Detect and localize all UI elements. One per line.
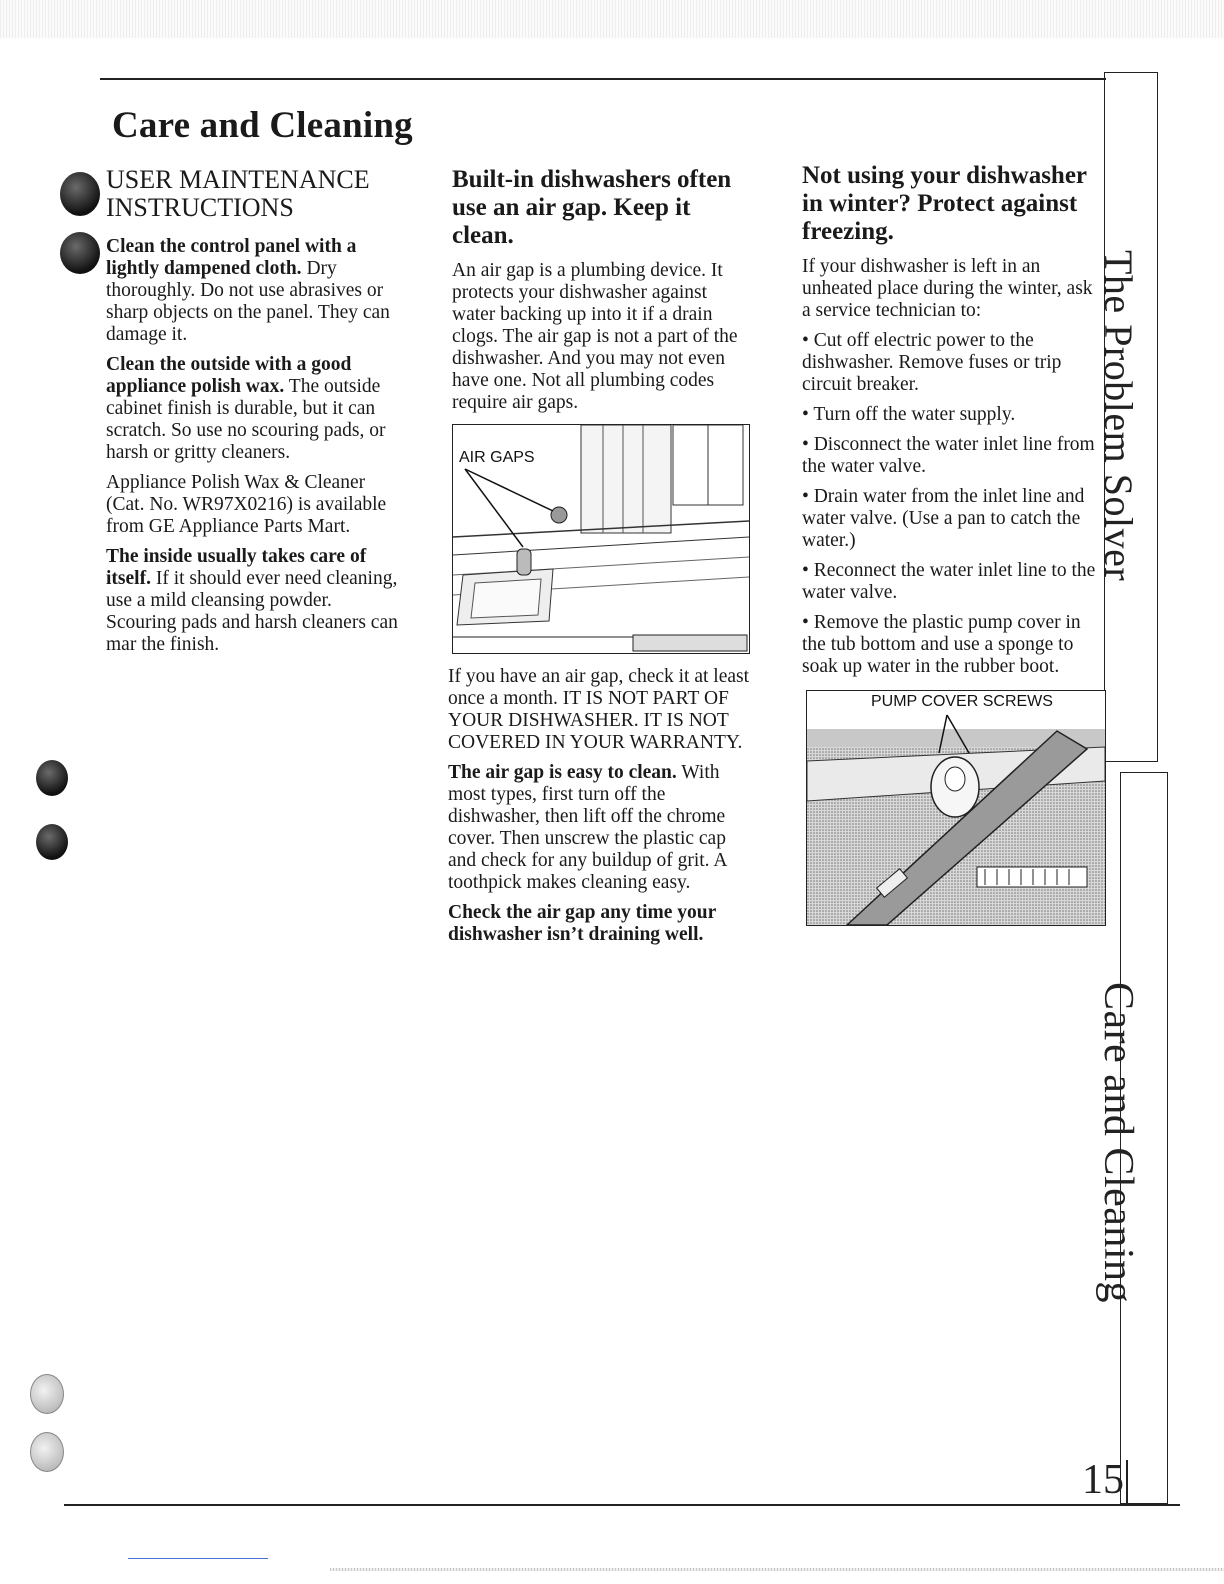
polish-wax-paragraph: Appliance Polish Wax & Cleaner (Cat. No. WR97X0216) is available from GE Appliance Parts Mart.	[106, 472, 387, 537]
air-gap-clean-paragraph	[448, 762, 752, 894]
pump-cover-drawing	[807, 691, 1105, 925]
column-user-maintenance	[106, 166, 406, 664]
outside-lead: Clean the outside with a good appliance polish wax.	[106, 354, 352, 397]
page-number: 15	[1082, 1457, 1124, 1503]
winter-intro: If your dishwasher is left in an unheated place during the winter, ask a service technician to:	[802, 256, 1093, 321]
winter-step-1: • Cut off electric power to the dishwasher. Remove fuses or trip circuit breaker.	[802, 330, 1062, 395]
paragraph-bullet	[60, 232, 100, 274]
air-gap-check-lead: Check the air gap any time your dishwasher isn’t draining well.	[448, 902, 716, 945]
bottom-rule	[64, 1504, 1180, 1506]
outside-text: The outside cabinet finish is durable, but it can scratch. So use no scouring pads, or harsh or gritty cleaners.	[106, 376, 386, 463]
bottom-link-line	[128, 1558, 268, 1559]
tab-label-care-cleaning: Care and Cleaning	[1095, 982, 1141, 1304]
air-gap-check-paragraph	[448, 902, 752, 946]
tab-label-problem-solver: The Problem Solver	[1096, 250, 1141, 582]
margin-hole-3	[30, 1374, 64, 1414]
margin-hole-2	[36, 824, 68, 860]
inside-paragraph	[106, 546, 406, 656]
column-winter	[802, 162, 1098, 686]
inside-text: If it should ever need cleaning, use a mild cleansing powder. Scouring pads and harsh cleaners can mar the finish.	[106, 568, 398, 655]
winter-step-6: • Remove the plastic pump cover in the tub bottom and use a sponge to soak up water in the rubber boot.	[802, 612, 1081, 677]
tab-divider	[1126, 1460, 1128, 1504]
margin-hole-1	[36, 760, 68, 796]
pump-cover-screws-label: PUMP COVER SCREWS	[871, 693, 1053, 710]
page-title: Care and Cleaning	[112, 105, 413, 146]
column-air-gap-continued	[448, 666, 752, 954]
heading-bullet	[60, 172, 100, 216]
winter-step-4: • Drain water from the inlet line and water valve. (Use a pan to catch the water.)	[802, 486, 1085, 551]
outside-paragraph	[106, 354, 406, 464]
scan-noise-bottom	[330, 1568, 1224, 1571]
air-gap-heading: Built-in dishwashers often use an air gap. Keep it clean.	[452, 166, 732, 249]
margin-hole-4	[30, 1432, 64, 1472]
air-gap-illustration	[452, 424, 750, 654]
winter-step-5: • Reconnect the water inlet line to the water valve.	[802, 560, 1096, 603]
air-gap-warning: If you have an air gap, check it at least once a month. IT IS NOT PART OF YOUR DISHWASHER. IT IS NOT COVERED IN YOUR WARRANTY.	[448, 666, 750, 753]
scan-noise-top	[0, 0, 1224, 38]
winter-step-3: • Disconnect the water inlet line from the water valve.	[802, 434, 1095, 477]
air-gap-clean-lead: The air gap is easy to clean.	[448, 762, 677, 783]
inside-lead: The inside usually takes care of itself.	[106, 546, 367, 589]
control-panel-paragraph	[106, 236, 406, 346]
air-gaps-label: AIR GAPS	[459, 449, 535, 466]
air-gap-intro: An air gap is a plumbing device. It protects your dishwasher against water backing up into it if a drain clogs. The air gap is not a part of the dishwasher. And you may not even have one. Not all plumbing codes require air gaps.	[452, 260, 738, 413]
air-gap-clean-text: With most types, first turn off the dishwasher, then lift off the chrome cover. Then unscrew the plastic cap and check for any buildup of grit. A toothpick makes cleaning easy.	[448, 762, 727, 893]
pump-cover-illustration	[806, 690, 1106, 926]
column-air-gap	[452, 166, 752, 422]
winter-step-2: • Turn off the water supply.	[802, 404, 1016, 425]
control-panel-text: Dry thoroughly. Do not use abrasives or sharp objects on the panel. They can damage it.	[106, 258, 390, 345]
control-panel-lead: Clean the control panel with a lightly dampened cloth.	[106, 236, 357, 279]
maintenance-heading: USER MAINTENANCE INSTRUCTIONS	[106, 165, 370, 222]
top-rule	[100, 78, 1106, 80]
winter-heading: Not using your dishwasher in winter? Protect against freezing.	[802, 162, 1087, 245]
